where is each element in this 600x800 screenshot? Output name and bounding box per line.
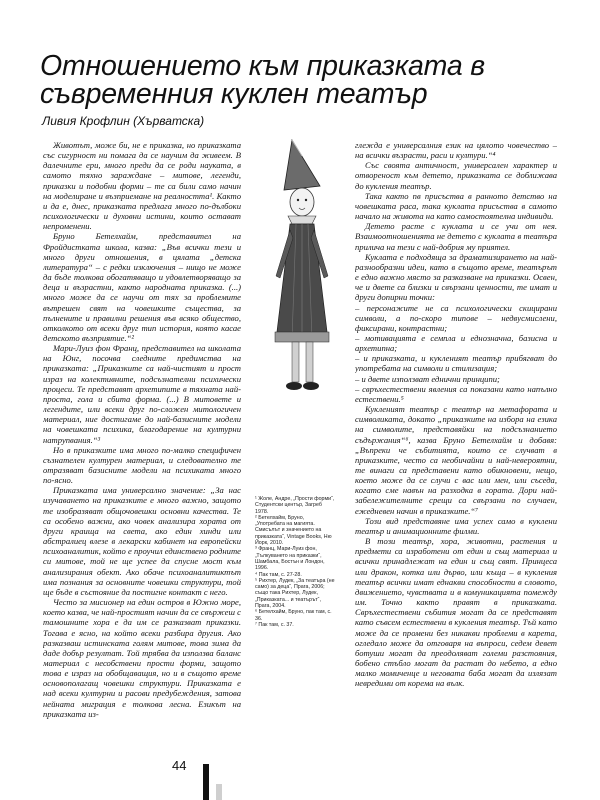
footnote: ³ Франц, Мари-Луиз фон, „Тълкуването на приказки“, Шамбала, Бостън и Лондон, 1996. (255, 546, 325, 572)
page-marker-bar-light (216, 784, 222, 800)
paragraph: Приказката има универсално значение: „За нас изучаването на приказките е много важно, защото те изобразяват общочовешки основни качества. Те са особено важни, ако човек анализира хората от други краища на света, ако един хинди или абстралиец влезе в лекарски кабинет на европейски психоаналитик, който е проучил единствено родните си митове, той не ще успее да спусне мост към анализирания обект. Ако обаче психоаналитиктът има познания за основните човешки структури, той ще бъде в състояние да постигне контакт с него. (43, 485, 241, 597)
paragraph: В този театър, хора, животни, растения и предмети са изработени от един и същ материал и всички принадлежат на един и същ свят. Принцеса или дракон, котка или дърво, или къща – в кукления театър всички имат еднакви способности в словото, движението, чувствата и в комуникацията помежду им. Точно както правят в приказката. Свръхестествени събития могат да се представят като съвсем естествени в кукления театър. Тъй като може да се промени без никакви проблеми в карета, огледало може да отговаря на въпроси, седем девет ботуши могат да преодоляват големи разстояния, бобено стъбло могат да растат до небето, а едно малко момиченце и неговата баба могат да излязат невредими от корема на вълк. (355, 536, 557, 689)
paragraph: Бруно Бетелхайм, представител на Фройдистката школа, казва: „Във всички тези и много други отношения, в цялата „детска литература“ – с редки изключения – нищо не може да бъде толкова обогатяващо и удовлетворяващо за деца и възрастни, както народната приказка. (...) много може да се научи от тях за проблемите вътрешен свят на човешките същества, за пълнените и правилни решения във всяко общество, отколкото от всеки друг тип история, която касае детското възприятие.“² (43, 231, 241, 343)
list-item: – персонажите не са психологически скицирани символи, а по-скоро типове – недвусмислени, фиксирани, контрастни; (355, 302, 557, 333)
footnote: ¹ Жоле, Андре, „Прости форми“, Студентски център, Загреб 1978. (255, 496, 335, 515)
list-item: – свръхестествени явления са показани като напълно естествени.⁵ (355, 383, 557, 404)
footnote: ⁴ Пак там, с. 27-28. (255, 571, 302, 578)
list-item: – и двете използват еднични принципи; (355, 373, 500, 384)
list-item: – и приказката, и кукленият театър прибягват до употребата на символи и стилизация; (355, 353, 557, 374)
paragraph: Животът, може би, не е приказка, но приказката със сигурност ни помага да се научим да живеем. В далечните ери, много преди да се роди науката, в самото тяхно зараждане – митове, легенди, приказки и подобни форми – те са били само начин на моделиране и възприемане на реалността¹. Както и да е, днес, приказката предлага много по-дълбоки психологически и духовни истини, които остават непроменени. (43, 140, 241, 232)
page-number: 44 (172, 758, 187, 773)
footnote: ⁶ Бетелхайм, Бруно, пак там, с. 36. (255, 609, 332, 622)
right-column (355, 140, 557, 752)
paragraph: Куклата е подходяща за драматизирането на най-разнообразни идеи, като в същото време, театърът е едно важно място за разказване на приказки. Освен, че и двете са близки и свързани ценности, те имат и други допирни точки: (355, 251, 557, 303)
paragraph: Този вид представяне има успех само в куклени театър и анимационните филми. (355, 515, 557, 536)
footnote: ⁷ Пак там, с. 37. (255, 621, 294, 628)
footnotes (255, 496, 335, 726)
list-item: – мотивацията е семпла и еднозначна, базисна и архетипна; (355, 332, 557, 354)
article-title: Отношението към приказката в съвременния куклен театър (40, 50, 485, 110)
puppet-illustration (262, 126, 348, 446)
paragraph: Често за мисионер на един остров в Южно море, което казва, че най-простият начин да се свържеш с тамошните хора е да им се разказват приказки. Тогава е ясно, на който всеки разбира другия. Ако разказваш истинската голям митове, това зима да даде добър резултат. Той трябва да използва баланс материал с несобствени прости форми, защото това е израз на обобщаващия, но и в същото време основополагащ човешки структури. Приказката е над всеки културни и расови предубеждения, затова нейната миграция е толкова лесна. Езикът на приказката из- (43, 597, 241, 719)
paragraph: Мари-Луиз фон Франц, представител на школата на Юнг, посочва следните предимства на приказката: „Приказките са най-чистият и прост израз на колективните, подсъзнателни психически процеси. Те представят архетипите в тяхната най-проста, гола и сбита форма. (...) В митовете и легендите, или всеки друг по-сложен митологичен материал, ние достигаме до най-базисните модели на човешката психика, благодарение на културни натрупвания.“³ (43, 343, 241, 445)
paragraph: Така както пв присъства в ранното детство на човешката раса, така куклата присъства в самото начало на живота на като самостоятелна индивиди. (355, 190, 557, 222)
paragraph: глежда е универсалния език на цялото човечество – на всички възрасти, раси и култури.“⁴ (355, 140, 557, 161)
paragraph: Детето расте с куклата и се учи от нея. Взаимоотношенията не детето с куклата в театъра прилича на тези с най-добрия му приятел. (355, 221, 557, 252)
left-column (43, 140, 241, 752)
paragraph: Но в приказките има много по-малко специфичен съзнателен културен материал, и следователно те отразяват базисните модели на психиката много по-ясно. (43, 444, 241, 486)
page-marker-bar (203, 764, 209, 800)
paragraph: Кукленият театър с театър на метафората и символиката, докато „приказките на избора на езика на символите, представяйки на подсъзнанието съдържания“⁶, казва Бруно Бетелхайм и добавя: „Въпреки че събитията, които се случват в приказките, често са необичайни и най-невероятни, те винаги са представени като обикновени, нещо, което може да се случи с вас или мен, или съседа, когато сме навън на разходка в гората. Дори най-забележителните срещи са свързани по случаен, ежедневен начин в приказките.“⁷ (355, 404, 557, 516)
footnote: ⁵ Рихтер, Лудек, „За театъра (не само) за деца“, Прага, 2006; също така Рихтер, Лудек, „Приказката... и театърът“, Прага, 2004. (255, 577, 335, 610)
paragraph: Със своята античност, универсален характер и отвореност към детето, приказката се доближава до кукления театър. (355, 160, 557, 191)
footnote: ² Бетелхайм, Бруно, „Употребата на магията. Смисълът и значението на приказката“, Vintage Books, Ню Йорк, 2010. (255, 514, 332, 547)
article-byline: Ливия Крофлин (Хърватска) (42, 114, 205, 128)
